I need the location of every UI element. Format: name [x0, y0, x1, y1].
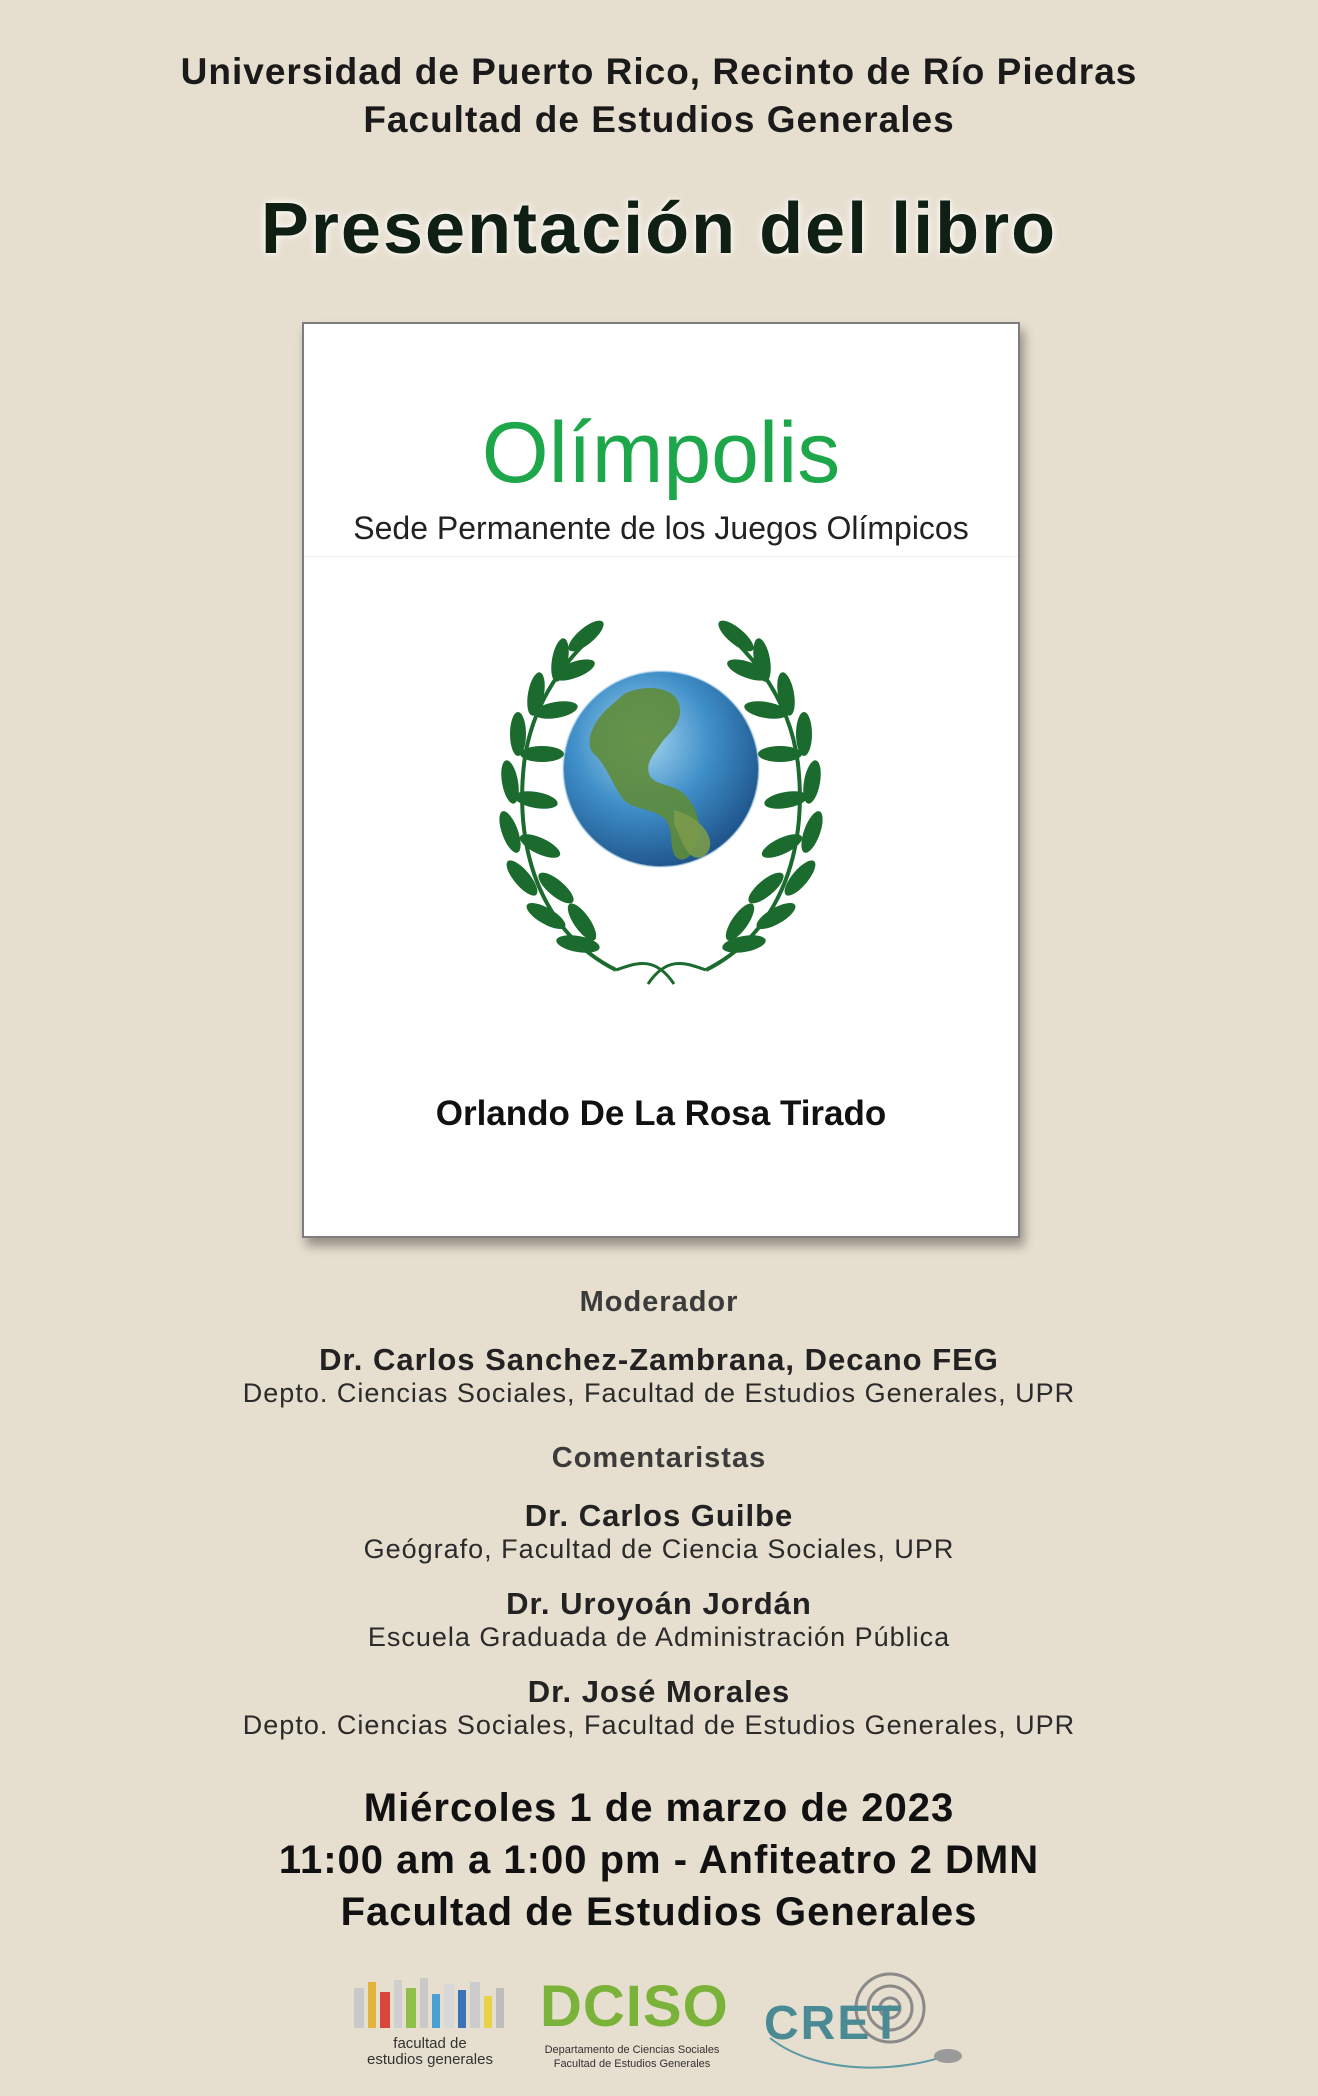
commentator-affiliation: Depto. Ciencias Sociales, Facultad de Estudios Generales, UPR	[242, 1710, 1076, 1740]
commentator-name: Dr. José Morales	[527, 1674, 791, 1709]
commentator-affiliation: Geógrafo, Facultad de Ciencia Sociales, UPR	[363, 1534, 955, 1564]
dciso-logo	[540, 1972, 729, 2072]
moderator-name: Dr. Carlos Sanchez-Zambrana, Decano FEG	[319, 1342, 999, 1377]
commentator-affiliation: Escuela Graduada de Administración Pública	[367, 1622, 951, 1652]
faculty-name: Facultad de Estudios Generales	[363, 99, 955, 140]
moderator-heading: Moderador	[579, 1286, 739, 1318]
event-host: Facultad de Estudios Generales	[340, 1890, 978, 1934]
book-title: Olímpolis	[481, 405, 841, 501]
feg-bars-icon	[350, 1974, 510, 2034]
moderator-affiliation: Depto. Ciencias Sociales, Facultad de Estudios Generales, UPR	[242, 1378, 1076, 1408]
commentator-name: Dr. Carlos Guilbe	[524, 1498, 794, 1533]
commentators-heading: Comentaristas	[551, 1442, 767, 1474]
university-name: Universidad de Puerto Rico, Recinto de Río Piedras	[180, 51, 1138, 92]
cover-divider	[304, 556, 1018, 557]
feg-logo-line2: estudios generales	[367, 2051, 493, 2068]
dciso-logo-line2: Facultad de Estudios Generales	[553, 2058, 711, 2070]
cret-logo	[760, 1968, 970, 2080]
dciso-logo-line1: Departamento de Ciencias Sociales	[544, 2044, 720, 2056]
header	[0, 48, 1318, 144]
event-time-place: 11:00 am a 1:00 pm - Anfiteatro 2 DMN	[278, 1838, 1040, 1882]
feg-logo	[350, 1974, 510, 2070]
book-subtitle: Sede Permanente de los Juegos Olímpicos	[353, 510, 969, 546]
commentator-name: Dr. Uroyoán Jordán	[506, 1586, 812, 1621]
book-author: Orlando De La Rosa Tirado	[435, 1094, 887, 1133]
event-date: Miércoles 1 de marzo de 2023	[363, 1786, 955, 1830]
globe-laurel-icon	[474, 614, 848, 988]
dciso-wordmark: DCISO	[540, 1974, 729, 2039]
feg-logo-line1: facultad de	[393, 2035, 467, 2052]
page-title: Presentación del libro	[260, 189, 1058, 269]
cret-wordmark: CRET	[764, 1997, 903, 2050]
book-cover	[302, 322, 1020, 1238]
